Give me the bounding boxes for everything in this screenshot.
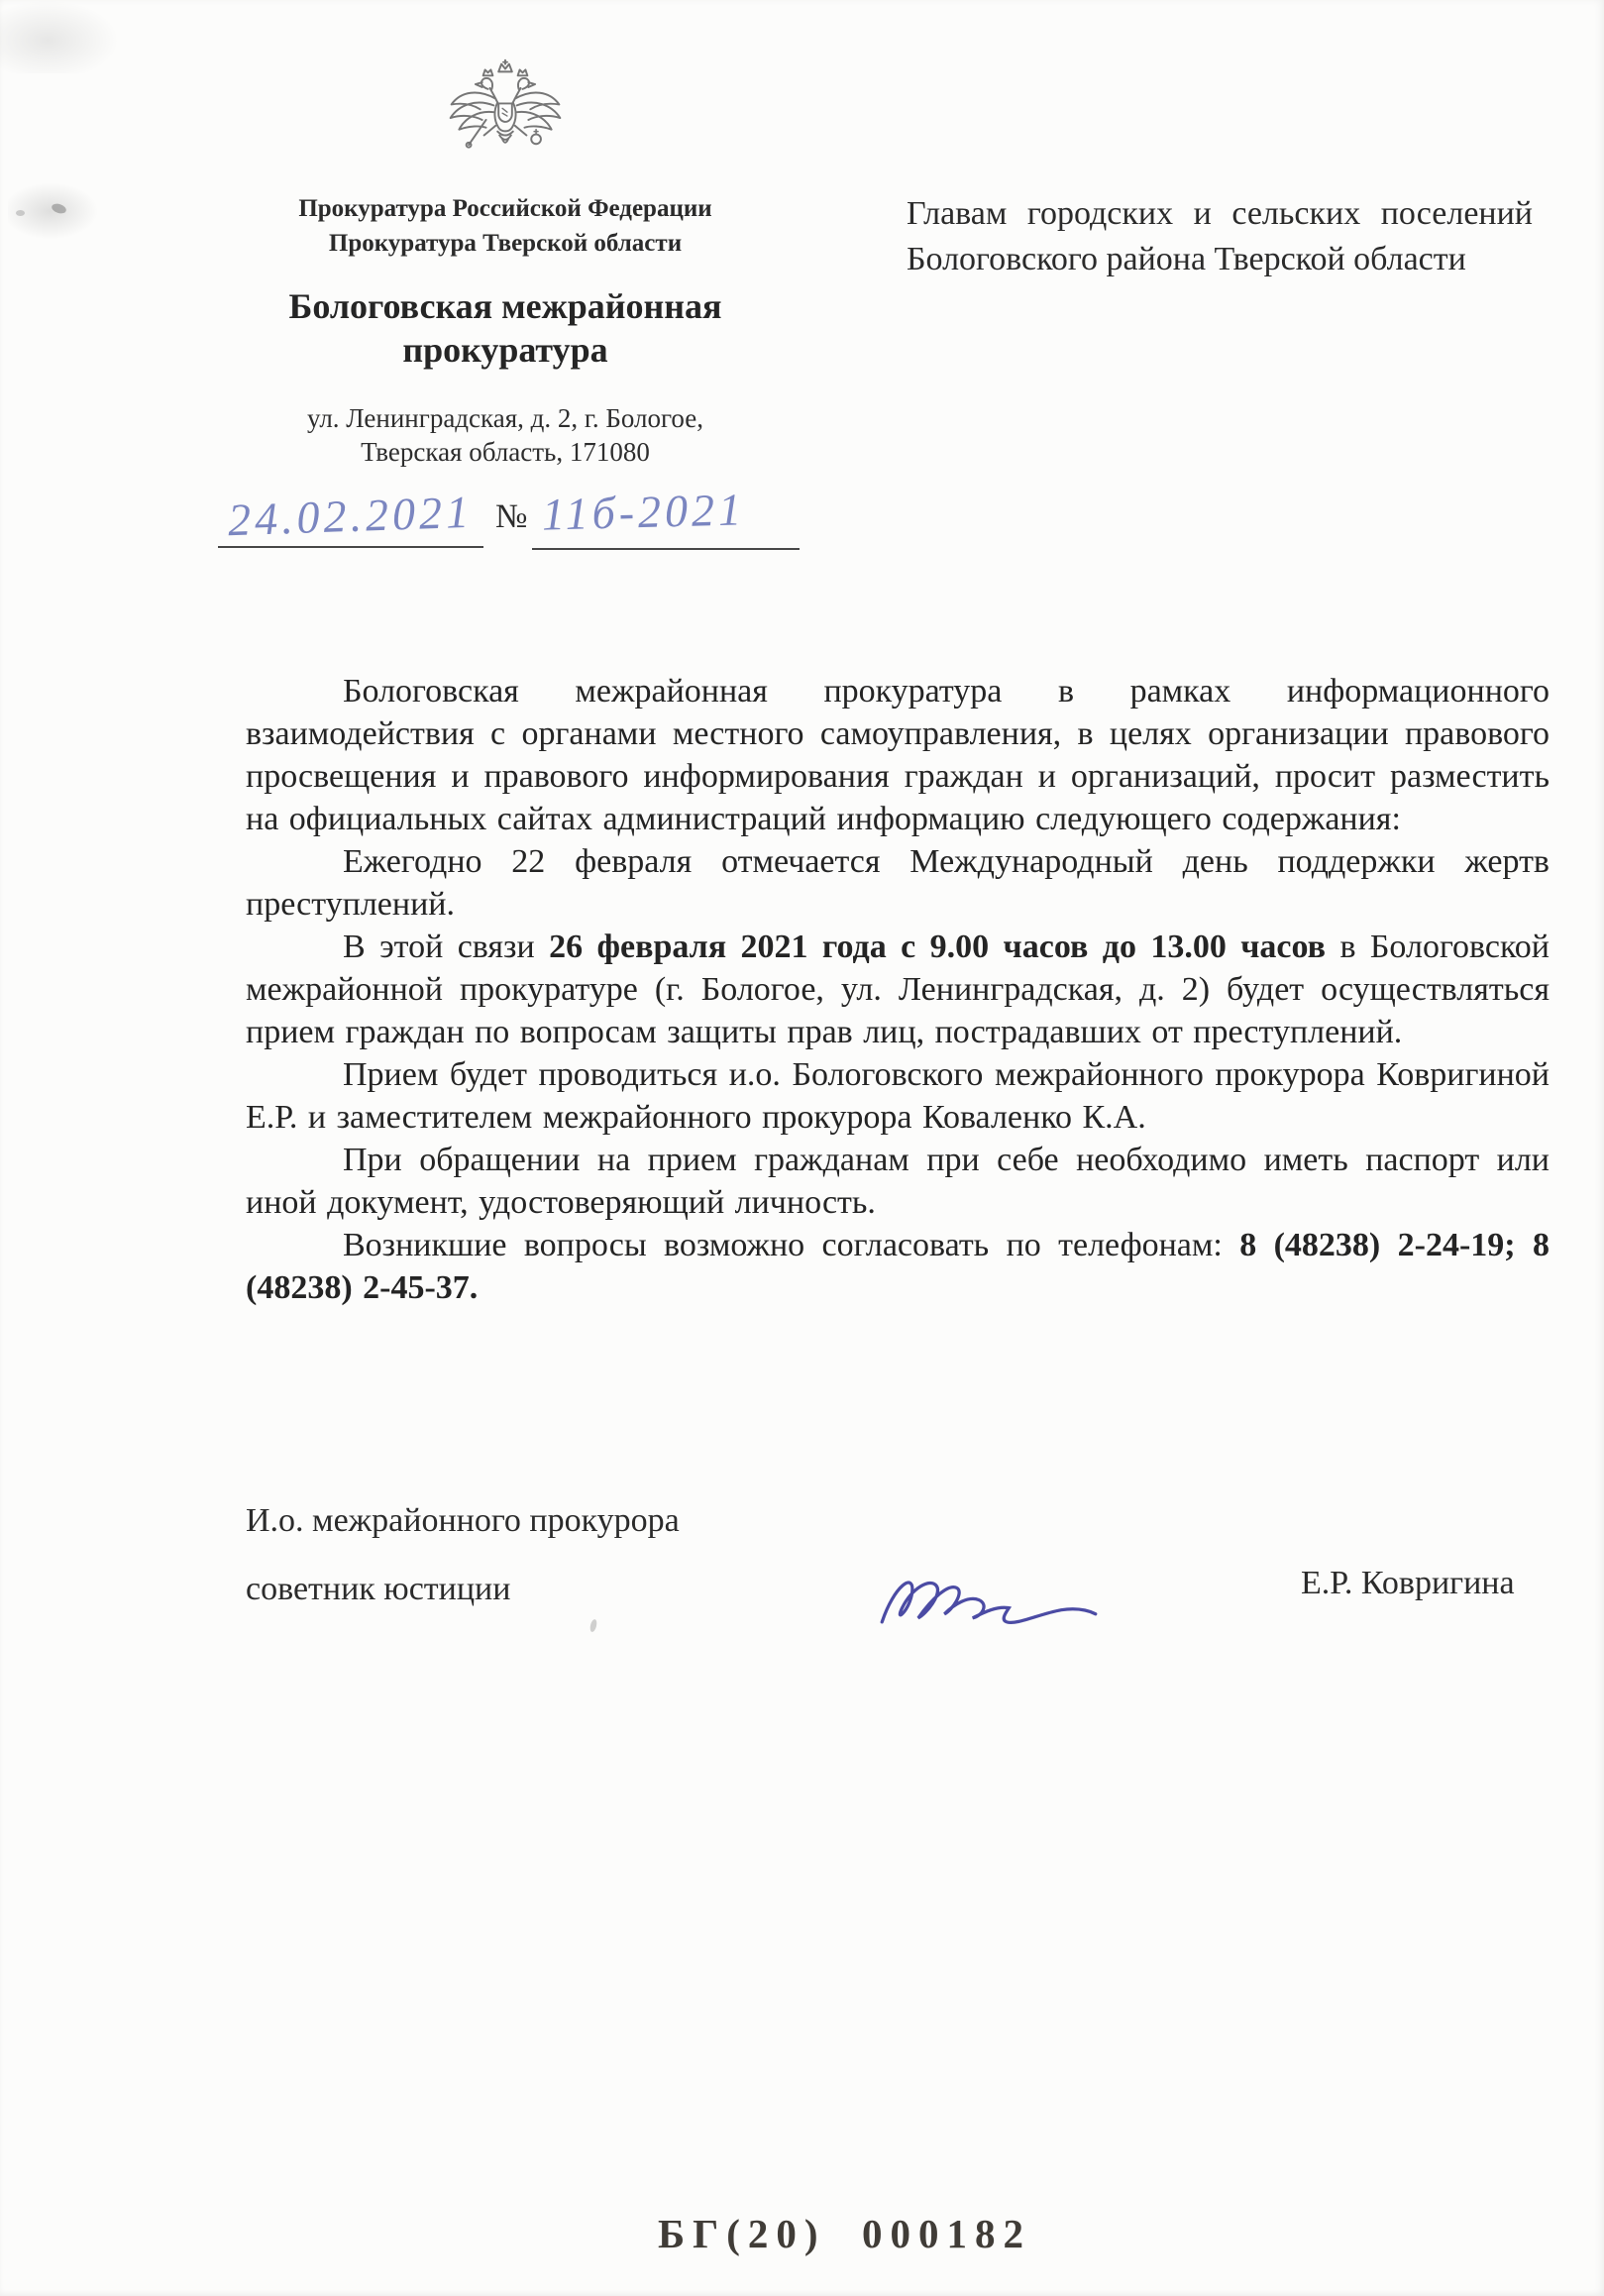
date-underline bbox=[218, 546, 483, 548]
office-name-line-2: прокуратура bbox=[402, 330, 608, 370]
scan-smudge bbox=[8, 180, 102, 242]
number-symbol: № bbox=[495, 498, 528, 535]
paragraph: Возникшие вопросы возможно согласовать по телефонам: 8 (48238) 2-24-19; 8 (48238) 2-45-37. bbox=[246, 1227, 1550, 1306]
handwritten-date: 24.02.2021 bbox=[227, 486, 474, 546]
paragraph: Ежегодно 22 февраля отмечается Международный день поддержки жертв преступлений. bbox=[246, 843, 1550, 923]
number-underline bbox=[532, 548, 800, 550]
paragraph: Бологовская межрайонная прокуратура в рамках информационного взаимодействия с органами местного самоуправления, в целях организации правового просвещения и правового информирования граждан и организаций, просит разместить на официальных сайтах администраций информацию следующего содержания: bbox=[246, 673, 1550, 837]
paragraph: В этой связи 26 февраля 2021 года с 9.00 часов до 13.00 часов в Бологовской межрайонной прокуратуре (г. Бологое, ул. Ленинградская, д. 2) будет осуществляться прием граждан по вопросам защиты прав лиц, пострадавших от преступлений. bbox=[246, 929, 1550, 1050]
scan-speck bbox=[589, 1618, 598, 1632]
scan-smudge bbox=[0, 0, 119, 73]
paragraph: При обращении на прием гражданам при себе необходимо иметь паспорт или иной документ, удостоверяющий личность. bbox=[246, 1142, 1550, 1221]
address-line-1: ул. Ленинградская, д. 2, г. Бологое, bbox=[307, 403, 703, 433]
signature-position-line: И.о. межрайонного прокурора bbox=[246, 1502, 680, 1539]
office-name-line-1: Бологовская межрайонная bbox=[288, 286, 722, 326]
handwritten-number: 11б-2021 bbox=[541, 484, 746, 540]
russian-coat-of-arms-icon bbox=[438, 55, 573, 182]
org-line-2: Прокуратура Тверской области bbox=[328, 230, 683, 257]
address-line-2: Тверская область, 171080 bbox=[361, 437, 650, 467]
scan-speck bbox=[51, 202, 67, 215]
paragraph: Прием будет проводиться и.о. Бологовского межрайонного прокурора Ковригиной Е.Р. и заместителем межрайонного прокурора Коваленко К.А. bbox=[246, 1056, 1550, 1136]
letterhead bbox=[228, 55, 783, 469]
scan-speck bbox=[16, 210, 25, 216]
signature-rank-line: советник юстиции bbox=[246, 1571, 511, 1607]
footer-stamp: БГ(20) 000182 bbox=[658, 2211, 1031, 2256]
recipient-block: Главам городских и сельских поселений Бологовского района Тверской области bbox=[907, 195, 1533, 277]
handwritten-signature-icon bbox=[868, 1551, 1110, 1648]
signatory-name: Е.Р. Ковригина bbox=[1301, 1565, 1515, 1601]
org-line-1: Прокуратура Российской Федерации bbox=[298, 195, 712, 222]
body-paragraphs bbox=[246, 670, 1550, 1309]
